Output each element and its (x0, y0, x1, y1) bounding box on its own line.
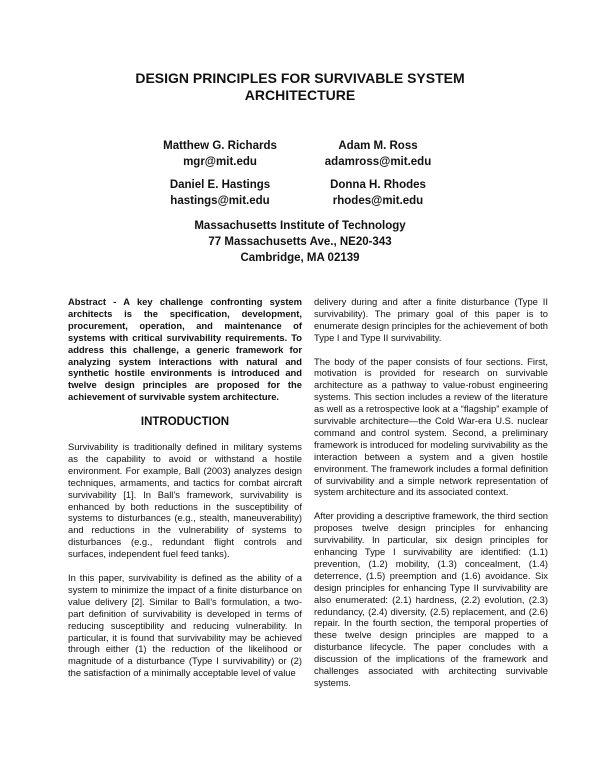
affiliation-line: Cambridge, MA 02139 (240, 252, 360, 264)
affiliation-line: 77 Massachusetts Ave., NE20-343 (208, 236, 392, 248)
affiliation (120, 218, 480, 266)
author-ross (288, 138, 468, 170)
author-name: Matthew G. Richards (163, 140, 277, 152)
right-column (314, 296, 548, 701)
abstract: Abstract - A key challenge confronting system architects is the specification, development, procurement, operation, and maintenance of systems with critical survivability requirements. To address this challenge, a generic framework for analyzing system interactions with natural and synthetic hostile environments is introduced and twelve design principles are proposed for the achievement of survivable system architecture. (68, 296, 302, 403)
author-email: adamross@mit.edu (324, 156, 432, 168)
author-name: Donna H. Rhodes (330, 179, 426, 191)
body-paragraph: Survivability is traditionally defined in military systems as the capability to avoid or withstand a hostile environment. For example, Ball (2003) analyzes design techniques, armaments, and tactics for combat aircraft survivability [1]. In Ball’s framework, survivability is enhanced by both reductions in the susceptibility of systems to disturbances (e.g., stealth, maneuverability) and reductions in the vulnerability of systems to disturbances (e.g., redundant flight controls and surfaces, independent fuel feed tanks). (68, 441, 302, 560)
body-paragraph: delivery during and after a finite disturbance (Type II survivability). The primary goal of this paper is to enumerate design principles for the achievement of both Type I and Type II survivability. (314, 296, 548, 343)
section-heading: INTRODUCTION (140, 416, 230, 429)
affiliation-line: Massachusetts Institute of Technology (194, 220, 406, 232)
author-email: mgr@mit.edu (183, 156, 257, 168)
author-hastings (130, 177, 310, 209)
author-rhodes (288, 177, 468, 209)
author-email: rhodes@mit.edu (332, 195, 424, 207)
body-paragraph: After providing a descriptive framework, the third section proposes twelve design principles for enhancing survivability. In particular, six design principles for enhancing Type I survivability are identified: (1.1) prevention, (1.2) mobility, (1.3) concealment, (1.4) deterrence, (1.5) preemption and (1.6) avoidance. Six design principles for enhancing Type II survivability are also enumerated: (2.1) hardness, (2.2) evolution, (2.3) redundancy, (2.4) diversity, (2.5) replacement, and (2.6) repair. In the fourth section, the temporal properties of these twelve design principles are mapped to a disturbance lifecycle. The paper concludes with a discussion of the implications of the framework and challenges associated with architecting survivable systems. (314, 510, 548, 688)
body-paragraph: In this paper, survivability is defined as the ability of a system to minimize the impact of a finite disturbance on value delivery [2]. Similar to Ball’s formulation, a two-part definition of survivability is developed in terms of reducing susceptibility and reducing vulnerability. In particular, it is found that survivability may be achieved through either (1) the reduction of the likelihood or magnitude of a disturbance (Type I survivability) or (2) the satisfaction of a minimally acceptable level of value (68, 572, 302, 679)
paper-title: DESIGN PRINCIPLES FOR SURVIVABLE SYSTEM ARCHITECTURE (135, 70, 465, 103)
author-email: hastings@mit.edu (170, 195, 270, 207)
author-name: Adam M. Ross (338, 140, 418, 152)
left-column (68, 296, 302, 691)
author-richards (130, 138, 310, 170)
author-name: Daniel E. Hastings (169, 179, 271, 191)
body-paragraph: The body of the paper consists of four sections. First, motivation is provided for research on survivable architecture as a pathway to value-robust engineering systems. This section includes a review of the literature as well as a retrospective look at a “flagship” example of survivable architecture—the Cold War-era U.S. nuclear command and control system. Second, a preliminary framework is introduced for modeling survivability as the interaction between a system and a given hostile environment. The framework includes a formal definition of survivability and a simple network representation of system architecture and its associated context. (314, 355, 548, 498)
